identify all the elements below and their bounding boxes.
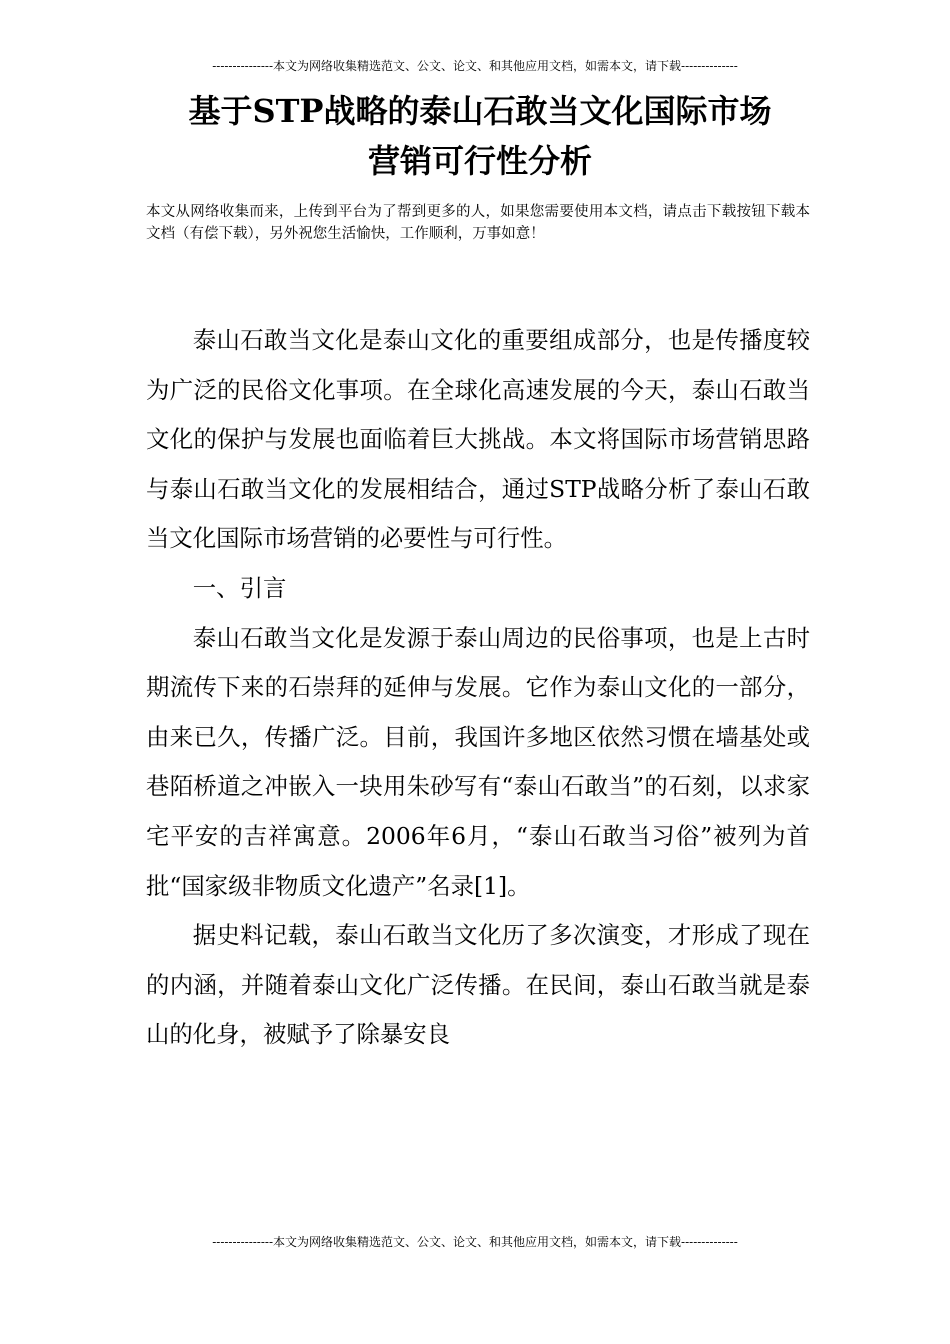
page-header: ---------------本文为网络收集精选范文、公文、论文、和其他应用文档，如需本文，请下载--------------: [212, 59, 738, 73]
title-line-1: 基于STP战略的泰山石敢当文化国际市场: [188, 92, 772, 130]
section-heading-introduction: 一、引言: [192, 573, 287, 602]
title-line-2: 营销可行性分析: [367, 142, 592, 180]
download-notice: 本文从网络收集而来，上传到平台为了帮到更多的人，如果您需要使用本文档，请点击下载按钮下载本文档（有偿下载），另外祝您生活愉快，工作顺利，万事如意！: [146, 204, 810, 242]
body-content: [146, 316, 810, 1060]
paragraph-abstract: 泰山石敢当文化是泰山文化的重要组成部分，也是传播度较为广泛的民俗文化事项。在全球化高速发展的今天，泰山石敢当文化的保护与发展也面临着巨大挑战。本文将国际市场营销思路与泰山石敢当文化的发展相结合，通过STP战略分析了泰山石敢当文化国际市场营销的必要性与可行性。: [146, 326, 810, 553]
document-title: [130, 86, 830, 186]
paragraph-introduction-1: 泰山石敢当文化是发源于泰山周边的民俗事项，也是上古时期流传下来的石崇拜的延伸与发展。它作为泰山文化的一部分，由来已久，传播广泛。目前，我国许多地区依然习惯在墙基处或巷陌桥道之冲嵌入一块用朱砂写有“泰山石敢当”的石刻，以求家宅平安的吉祥寓意。2006年6月，“泰山石敢当习俗”被列为首批“国家级非物质文化遗产”名录[1]。: [146, 623, 810, 900]
page-footer: ---------------本文为网络收集精选范文、公文、论文、和其他应用文档，如需本文，请下载--------------: [212, 1235, 738, 1249]
paragraph-introduction-2: 据史料记载，泰山石敢当文化历了多次演变，才形成了现在的内涵，并随着泰山文化广泛传播。在民间，泰山石敢当就是泰山的化身，被赋予了除暴安良: [146, 921, 810, 1049]
